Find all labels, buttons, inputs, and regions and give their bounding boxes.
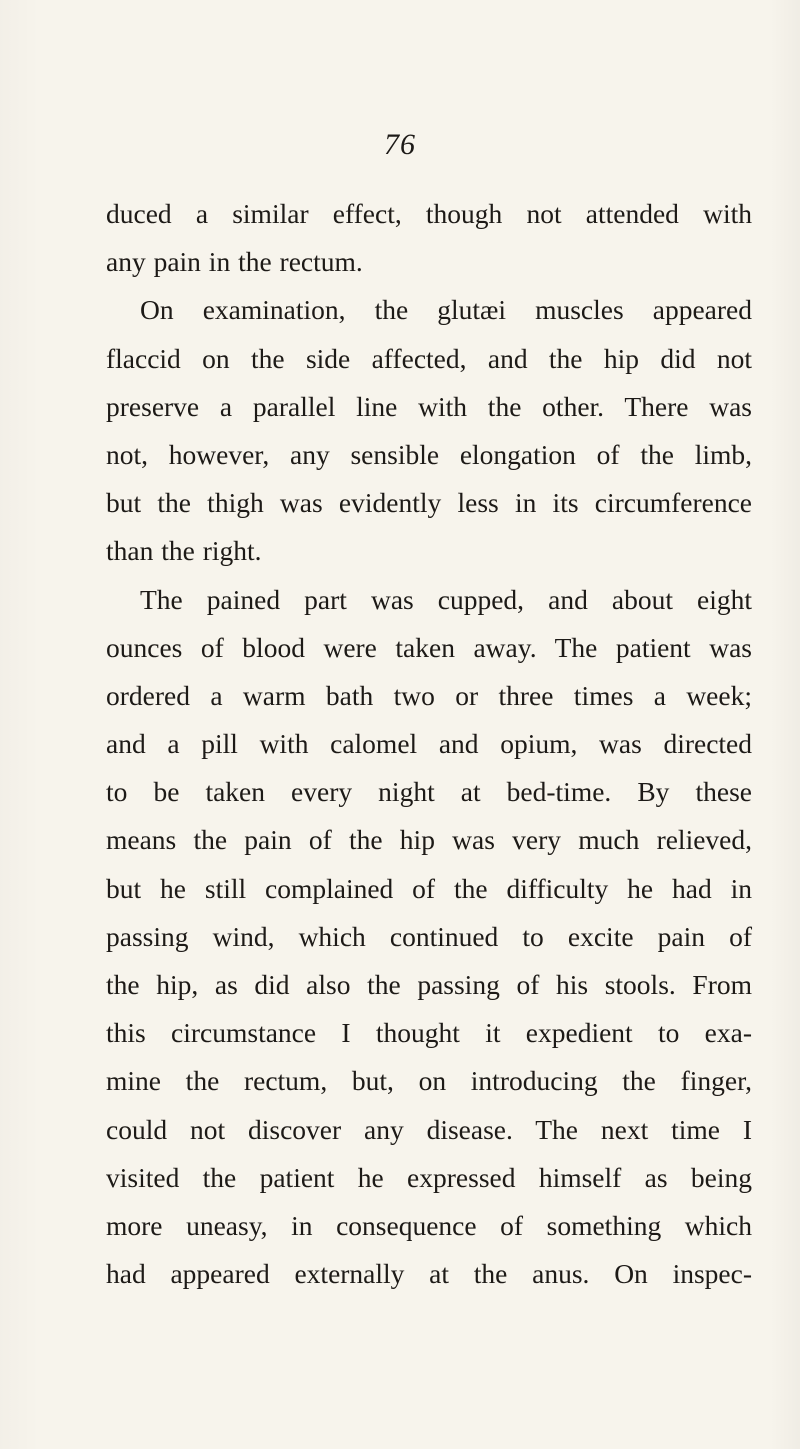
text-line: means the pain of the hip was very much relieved, — [106, 824, 752, 856]
text-line: any pain in the rectum. — [106, 246, 363, 278]
text-line: preserve a parallel line with the other. There was — [106, 390, 752, 422]
text-line: this circumstance I thought it expedient to exa- — [106, 1017, 752, 1049]
text-line: than the right. — [106, 535, 262, 567]
text-line: passing wind, which continued to excite pain of — [106, 920, 752, 952]
text-line: and a pill with calomel and opium, was directed — [106, 728, 752, 760]
text-line: mine the rectum, but, on introducing the finger, — [106, 1065, 752, 1097]
text-line: On examination, the glutæi muscles appeared — [140, 294, 752, 326]
text-line: ounces of blood were taken away. The patient was — [106, 631, 752, 663]
page-number: 76 — [384, 128, 416, 161]
text-line: visited the patient he expressed himself as being — [106, 1161, 752, 1193]
text-line: had appeared externally at the anus. On inspec- — [106, 1258, 752, 1290]
text-line: more uneasy, in consequence of something which — [106, 1209, 752, 1241]
text-line: flaccid on the side affected, and the hip did not — [106, 342, 752, 374]
text-line: the hip, as did also the passing of his stools. From — [106, 969, 752, 1000]
text-line: but the thigh was evidently less in its circumference — [106, 487, 752, 519]
text-line: ordered a warm bath two or three times a week; — [106, 679, 752, 711]
text-line: to be taken every night at bed-time. By these — [106, 776, 752, 808]
text-line: but he still complained of the difficulty he had in — [106, 872, 752, 904]
text-line: not, however, any sensible elongation of the limb, — [106, 438, 752, 470]
text-line: could not discover any disease. The next time I — [106, 1113, 752, 1145]
body-text — [106, 190, 752, 1298]
text-line: The pained part was cupped, and about eight — [140, 583, 752, 615]
text-line: duced a similar effect, though not attended with — [106, 198, 752, 229]
